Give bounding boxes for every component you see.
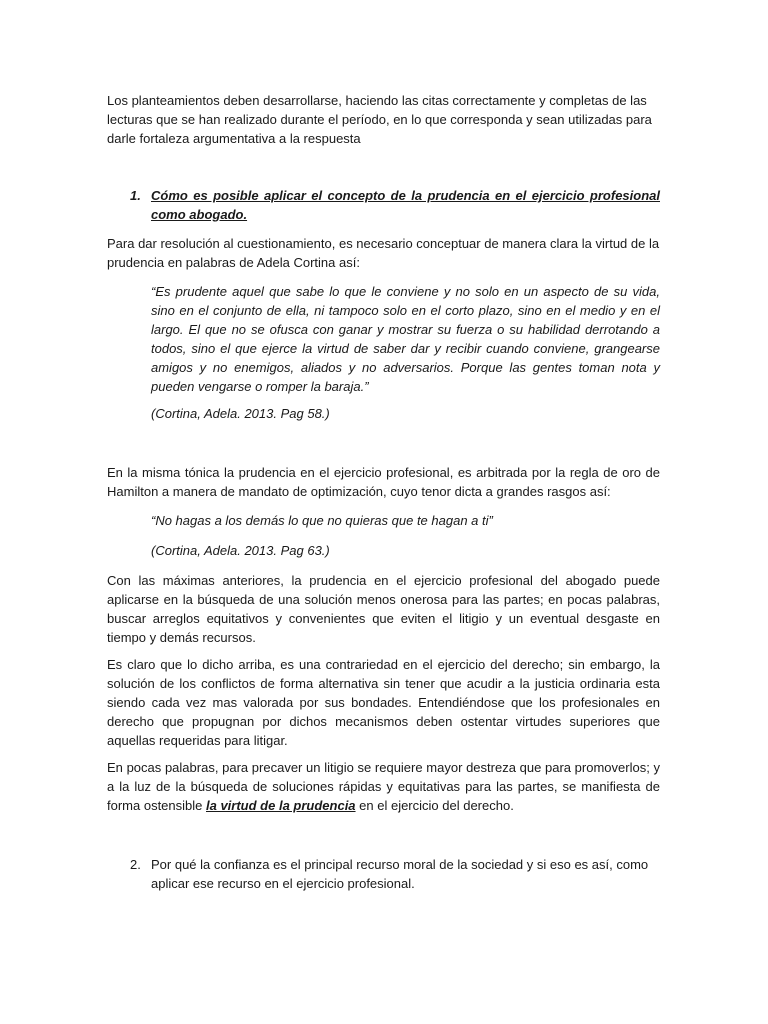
quote-cortina-prudence: “Es prudente aquel que sabe lo que le conviene y no solo en un aspecto de su vida, sino en el conjunto de ella, ni tampoco solo en el corto plazo, sino en el medio y en el largo. El que no se ofusca con ganar y mostrar su fuerza o su habilidad derrotando a todos, sino el que ejerce la virtud de saber dar y recibir cuando conviene, grangearse amigos y no enemigos, aliados y no adversarios. Porque las gentes toman nota y pueden vengarse o romper la baraja.”: [151, 284, 660, 394]
intro-paragraph: Los planteamientos deben desarrollarse, haciendo las citas correctamente y completas de las lecturas que se han realizado durante el período, en lo que corresponda y sean utilizadas para darle fortaleza argumentativa a la respuesta: [107, 93, 652, 146]
question-2-number: 2.: [130, 857, 141, 872]
question-2: [107, 855, 660, 895]
paragraph-5-before: En pocas palabras, para precaver un litigio se requiere mayor destreza que para promoverlos; y a la luz de la búsqueda de soluciones rápidas y equitativas para las partes, se manifiesta de forma ostensible: [107, 760, 660, 813]
paragraph-2: En la misma tónica la prudencia en el ejercicio profesional, es arbitrada por la regla de oro de Hamilton a manera de mandato de optimización, cuyo tenor dicta a grandes rasgos así:: [107, 465, 660, 499]
question-1: [107, 186, 660, 226]
paragraph-3: Con las máximas anteriores, la prudencia en el ejercicio profesional del abogado puede aplicarse en la búsqueda de una solución menos onerosa para las partes; en pocas palabras, buscar arreglos equitativos y convenientes que eviten el litigio y un eventual desgaste en tiempo y demás recursos.: [107, 573, 660, 645]
quote-golden-rule: “No hagas a los demás lo que no quieras que te hagan a ti”: [151, 513, 493, 528]
paragraph-4: Es claro que lo dicho arriba, es una contrariedad en el ejercicio del derecho; sin embargo, la solución de los conflictos de forma alternativa sin tener que acudir a la justicia ordinaria esta siendo cada vez mas valorada por sus bondades. Entendiéndose que los profesionales en derecho que propugnan por dichos mecanismos deben ostentar virtudes superiores que aquellas requeridas para litigar.: [107, 657, 660, 748]
paragraph-1: Para dar resolución al cuestionamiento, es necesario conceptuar de manera clara la virtud de la prudencia en palabras de Adela Cortina así:: [107, 236, 660, 270]
citation-2: (Cortina, Adela. 2013. Pag 63.): [151, 543, 330, 558]
paragraph-5: [107, 758, 660, 815]
paragraph-5-after: en el ejercicio del derecho.: [355, 798, 514, 813]
citation-1: (Cortina, Adela. 2013. Pag 58.): [151, 406, 330, 421]
question-1-text: Cómo es posible aplicar el concepto de la prudencia en el ejercicio profesional como abogado.: [151, 188, 660, 222]
prudence-emphasis: la virtud de la prudencia: [206, 798, 356, 813]
question-1-number: 1.: [130, 188, 141, 203]
question-2-text: Por qué la confianza es el principal recurso moral de la sociedad y si eso es así, como aplicar ese recurso en el ejercicio profesional.: [151, 857, 649, 891]
